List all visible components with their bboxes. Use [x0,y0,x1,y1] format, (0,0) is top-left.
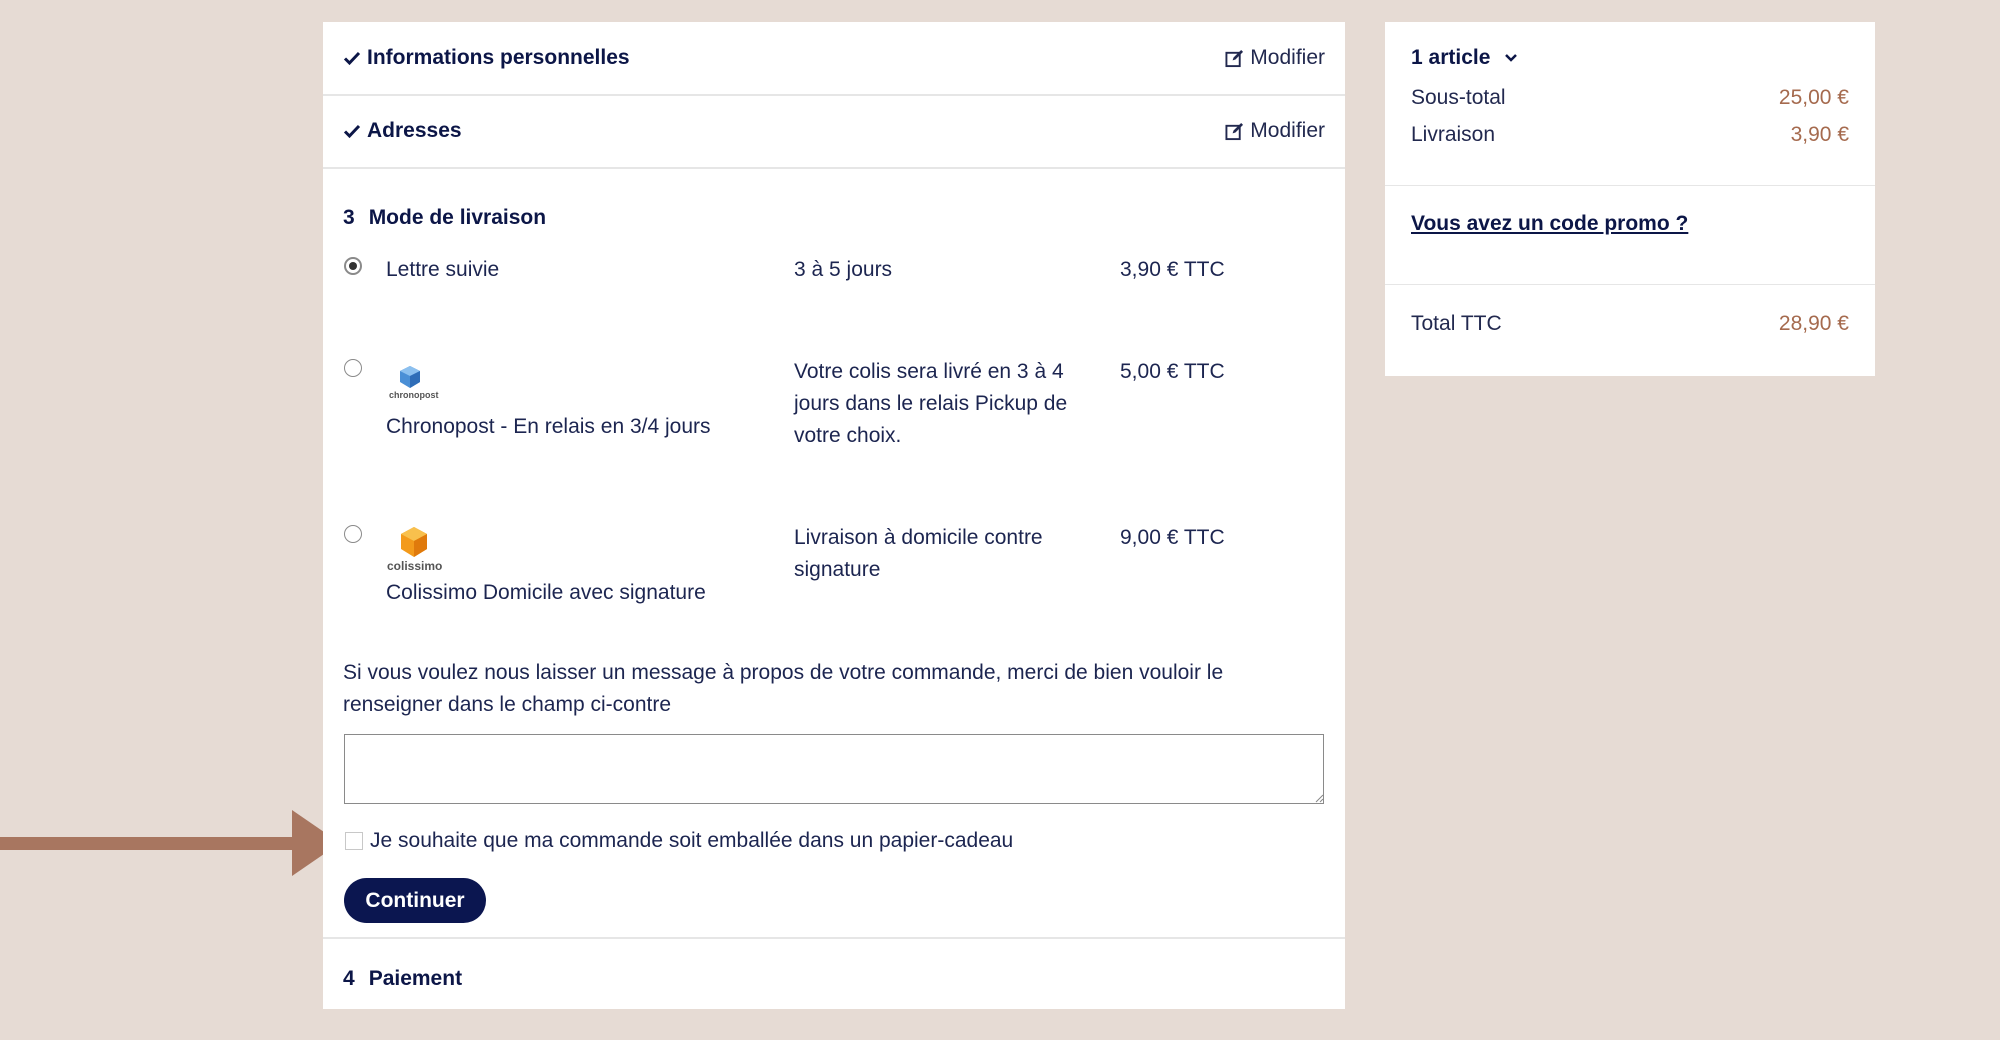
edit-icon [1225,122,1244,141]
edit-icon [1225,49,1244,68]
shipping-option-name: Colissimo Domicile avec signature [386,581,706,604]
order-message-label: Si vous voulez nous laisser un message à propos de votre commande, merci de bien vouloir le renseigner dans le champ ci-contre [343,661,1224,716]
shipping-option-radio-lettre-suivie[interactable] [344,257,362,275]
shipping-step-title [343,206,546,230]
shipping-row [1411,123,1849,147]
checkmark-icon [343,49,361,67]
annotation-arrow [0,808,345,878]
step-label: Paiement [368,967,463,990]
modify-label: Modifier [1250,119,1325,142]
section-title: Adresses [367,119,462,142]
modify-addresses-link[interactable] [1225,95,1325,167]
shipping-option-price: 9,00 € TTC [1120,526,1225,549]
payment-step-title[interactable] [343,967,462,991]
shipping-option-delay: 3 à 5 jours [794,258,893,281]
total-value: 28,90 € [1778,312,1849,335]
chevron-down-icon [1504,53,1518,63]
cart-items-toggle[interactable] [1411,46,1518,70]
checkmark-icon [343,122,361,140]
subtotal-row [1411,86,1849,110]
gift-wrap-checkbox[interactable] [345,832,363,850]
shipping-option-price: 5,00 € TTC [1120,360,1225,383]
gift-wrap-label: Je souhaite que ma commande soit emballée dans un papier-cadeau [370,829,1014,852]
addresses-section [323,95,1345,169]
shipping-value: 3,90 € [1790,123,1849,146]
shipping-label: Livraison [1411,123,1496,146]
personal-info-section [323,22,1345,96]
shipping-option-price: 3,90 € TTC [1120,258,1225,281]
shipping-option-name: Lettre suivie [386,258,500,281]
shipping-option-delay: Votre colis sera livré en 3 à 4 jours dans le relais Pickup de votre choix. [794,360,1068,447]
order-message-textarea[interactable] [344,734,1324,804]
chronopost-logo-caption: chronopost [389,390,439,400]
summary-divider [1385,185,1875,186]
total-row [1411,312,1849,336]
resize-grip-icon[interactable] [1315,794,1324,803]
continue-button[interactable]: Continuer [344,878,486,923]
step-number: 4 [343,967,355,990]
chronopost-logo-icon [399,365,421,389]
shipping-option-name: Chronopost - En relais en 3/4 jours [386,415,711,438]
modify-label: Modifier [1250,46,1325,69]
section-title: Informations personnelles [367,46,630,69]
total-label: Total TTC [1411,312,1502,335]
step-label: Mode de livraison [368,206,547,229]
section-divider [323,937,1345,939]
subtotal-label: Sous-total [1411,86,1506,109]
shipping-option-radio-colissimo[interactable] [344,525,362,543]
shipping-option-radio-chronopost[interactable] [344,359,362,377]
step-number: 3 [343,206,355,229]
order-summary [1385,22,1875,376]
colissimo-logo-icon [399,526,429,558]
checkout-panel [323,22,1345,1009]
promo-code-link[interactable]: Vous avez un code promo ? [1411,212,1689,235]
subtotal-value: 25,00 € [1778,86,1849,109]
items-count: 1 article [1411,46,1491,69]
shipping-option-delay: Livraison à domicile contre signature [794,526,1043,581]
modify-personal-info-link[interactable] [1225,22,1325,94]
colissimo-logo-caption: colissimo [387,559,443,573]
summary-divider [1385,284,1875,285]
